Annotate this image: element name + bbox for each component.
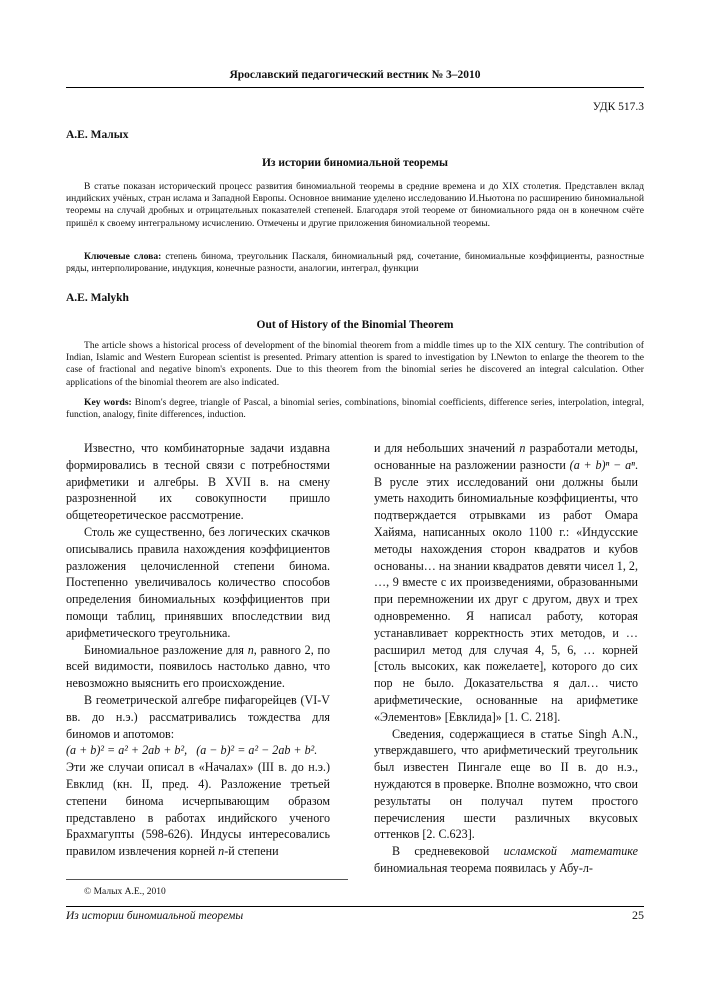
abstract-ru: В статье показан исторический процесс развития биномиальной теоремы в средние времена и до XIX столетия. Представлен вклад индийских учёных, стран ислама и Западной Европы. Основное внимание уделено исследованию И.Ньютона по расширению биномиальной теоремы на случай дробных и отрицательных показателей степеней. Благодаря этой теореме от биномиального ряда он в конечном счёте пришёл к своему интегральному исчислению. Отмечены и другие приложения биномиальной теоремы. <box>66 181 644 229</box>
keywords-en-label: Key words: <box>84 397 132 408</box>
keywords-ru <box>66 251 644 275</box>
paragraph: Биномиальное разложение для n, равного 2, по всей видимости, появилось настолько давно, что невозможно выяснить его происхождение. <box>66 642 330 691</box>
paragraph: и для небольших значений n разработали методы, основанные на разложении разности (a + b)ⁿ − aⁿ. В русле этих исследований они должны были уметь находить биномиальные коэффициенты, что подтверждается отрывками из работ Омара Хайяма, написанных около 1100 г.: «Индусские методы нахождения сторон квадратов и кубов основаны… на знании квадратов девяти чисел 1, 2, …, 9 вместе с их произведениями, образованными при перемножении их друг с другом, двух и трех одновременно. Я написал работу, которая устанавливает корректность этих методов, и … расширил метод для случая 4, 5, 6, … корней [столь высоких, как пожелаете], которого до сих пор не было. Доказательства я дал… чисто арифметические, основанные на арифметике «Элементов» [Евклида]» [1. С. 218]. <box>374 441 638 724</box>
title-ru: Из истории биномиальной теоремы <box>261 157 448 169</box>
copyright-footnote: © Малых А.Е., 2010 <box>84 887 166 897</box>
footer-rule <box>66 906 644 907</box>
footnote-rule <box>66 879 348 880</box>
body-column-left <box>66 440 330 860</box>
formula-sum-square: (a + b)² = a² + 2ab + b², <box>66 743 188 758</box>
udk-code: УДК 517.3 <box>592 101 644 113</box>
keywords-ru-label: Ключевые слова: <box>84 251 162 262</box>
formula-diff-square: (a − b)² = a² − 2ab + b². <box>196 743 318 758</box>
abstract-en: The article shows a historical process of development of the binomial theorem from a middle times up to the XIX century. The contribution of Indian, Islamic and Western European scientist is presented. Primary attention is spared to investigation by I.Newton to enlarge the theorem to the case of fractional and negative binom's exponents. Due to this theorem from the binomial series he discovered an integral calculation. Other applications of the binomial theorem are also indicated. <box>66 340 644 388</box>
title-en: Out of History of the Binomial Theorem <box>256 319 454 331</box>
author-ru: А.Е. Малых <box>66 129 129 141</box>
keywords-ru-text: степень бинома, треугольник Паскаля, биномиальный ряд, сочетание, биномиальные коэффициенты, разностные ряды, интерполирование, индукция, конечные разности, аналогии, интеграл, функции <box>66 251 644 275</box>
paragraph: Сведения, содержащиеся в статье Singh A.N., утверждавшего, что арифметический треугольник был известен Пингале еще во II в. до н.э., нуждаются в проверке. Вполне возможно, что свои результаты он получал путем простого перечисления шести различных вкусовых оттенков [2. С.623]. <box>374 726 638 842</box>
body-column-right <box>374 440 638 877</box>
page-number: 25 <box>632 908 644 922</box>
paragraph: Столь же существенно, без логических скачков описывались правила нахождения коэффициентов разложения целочисленной степени бинома. Постепенно увеличивалось количество способов определения биномиальных коэффициентов при помощи таблиц, принявших впоследствии вид арифметического треугольника. <box>66 524 330 640</box>
header-rule <box>66 87 644 88</box>
author-en: A.E. Malykh <box>66 292 129 304</box>
keywords-en <box>66 397 644 421</box>
running-title: Из истории биномиальной теоремы <box>66 910 244 922</box>
formula-difference: (a + b)ⁿ − aⁿ <box>569 457 635 472</box>
paragraph: В геометрической алгебре пифагорейцев (VI-V вв. до н.э.) рассматривались тождества для биномов и апотомов: <box>66 692 330 741</box>
paragraph: Известно, что комбинаторные задачи издавна формировались в тесной связи с потребностями арифметики и алгебры. В XVII в. на смену разрозненной их совокупности пришло общетеоретическое рассмотрение. <box>66 441 330 523</box>
journal-header: Ярославский педагогический вестник № 3–2010 <box>229 69 481 81</box>
paragraph: Эти же случаи описал в «Началах» (III в. до н.э.) Евклид (кн. II, пред. 4). Разложение третьей степени бинома исчерпывающим образом представлено в работах индийского ученого Брахмагупты (598-626). Индусы интересовались правилом извлечения корней n-й степени <box>66 760 330 859</box>
keywords-en-text: Binom's degree, triangle of Pascal, a binomial series, combinations, binomial coefficients, difference series, interpolation, integral, function, analogy, finite differences, induction. <box>66 397 644 421</box>
paragraph: В средневековой исламской математике биномиальная теорема появилась у Абу-л- <box>374 844 638 875</box>
formula-line <box>66 742 330 759</box>
